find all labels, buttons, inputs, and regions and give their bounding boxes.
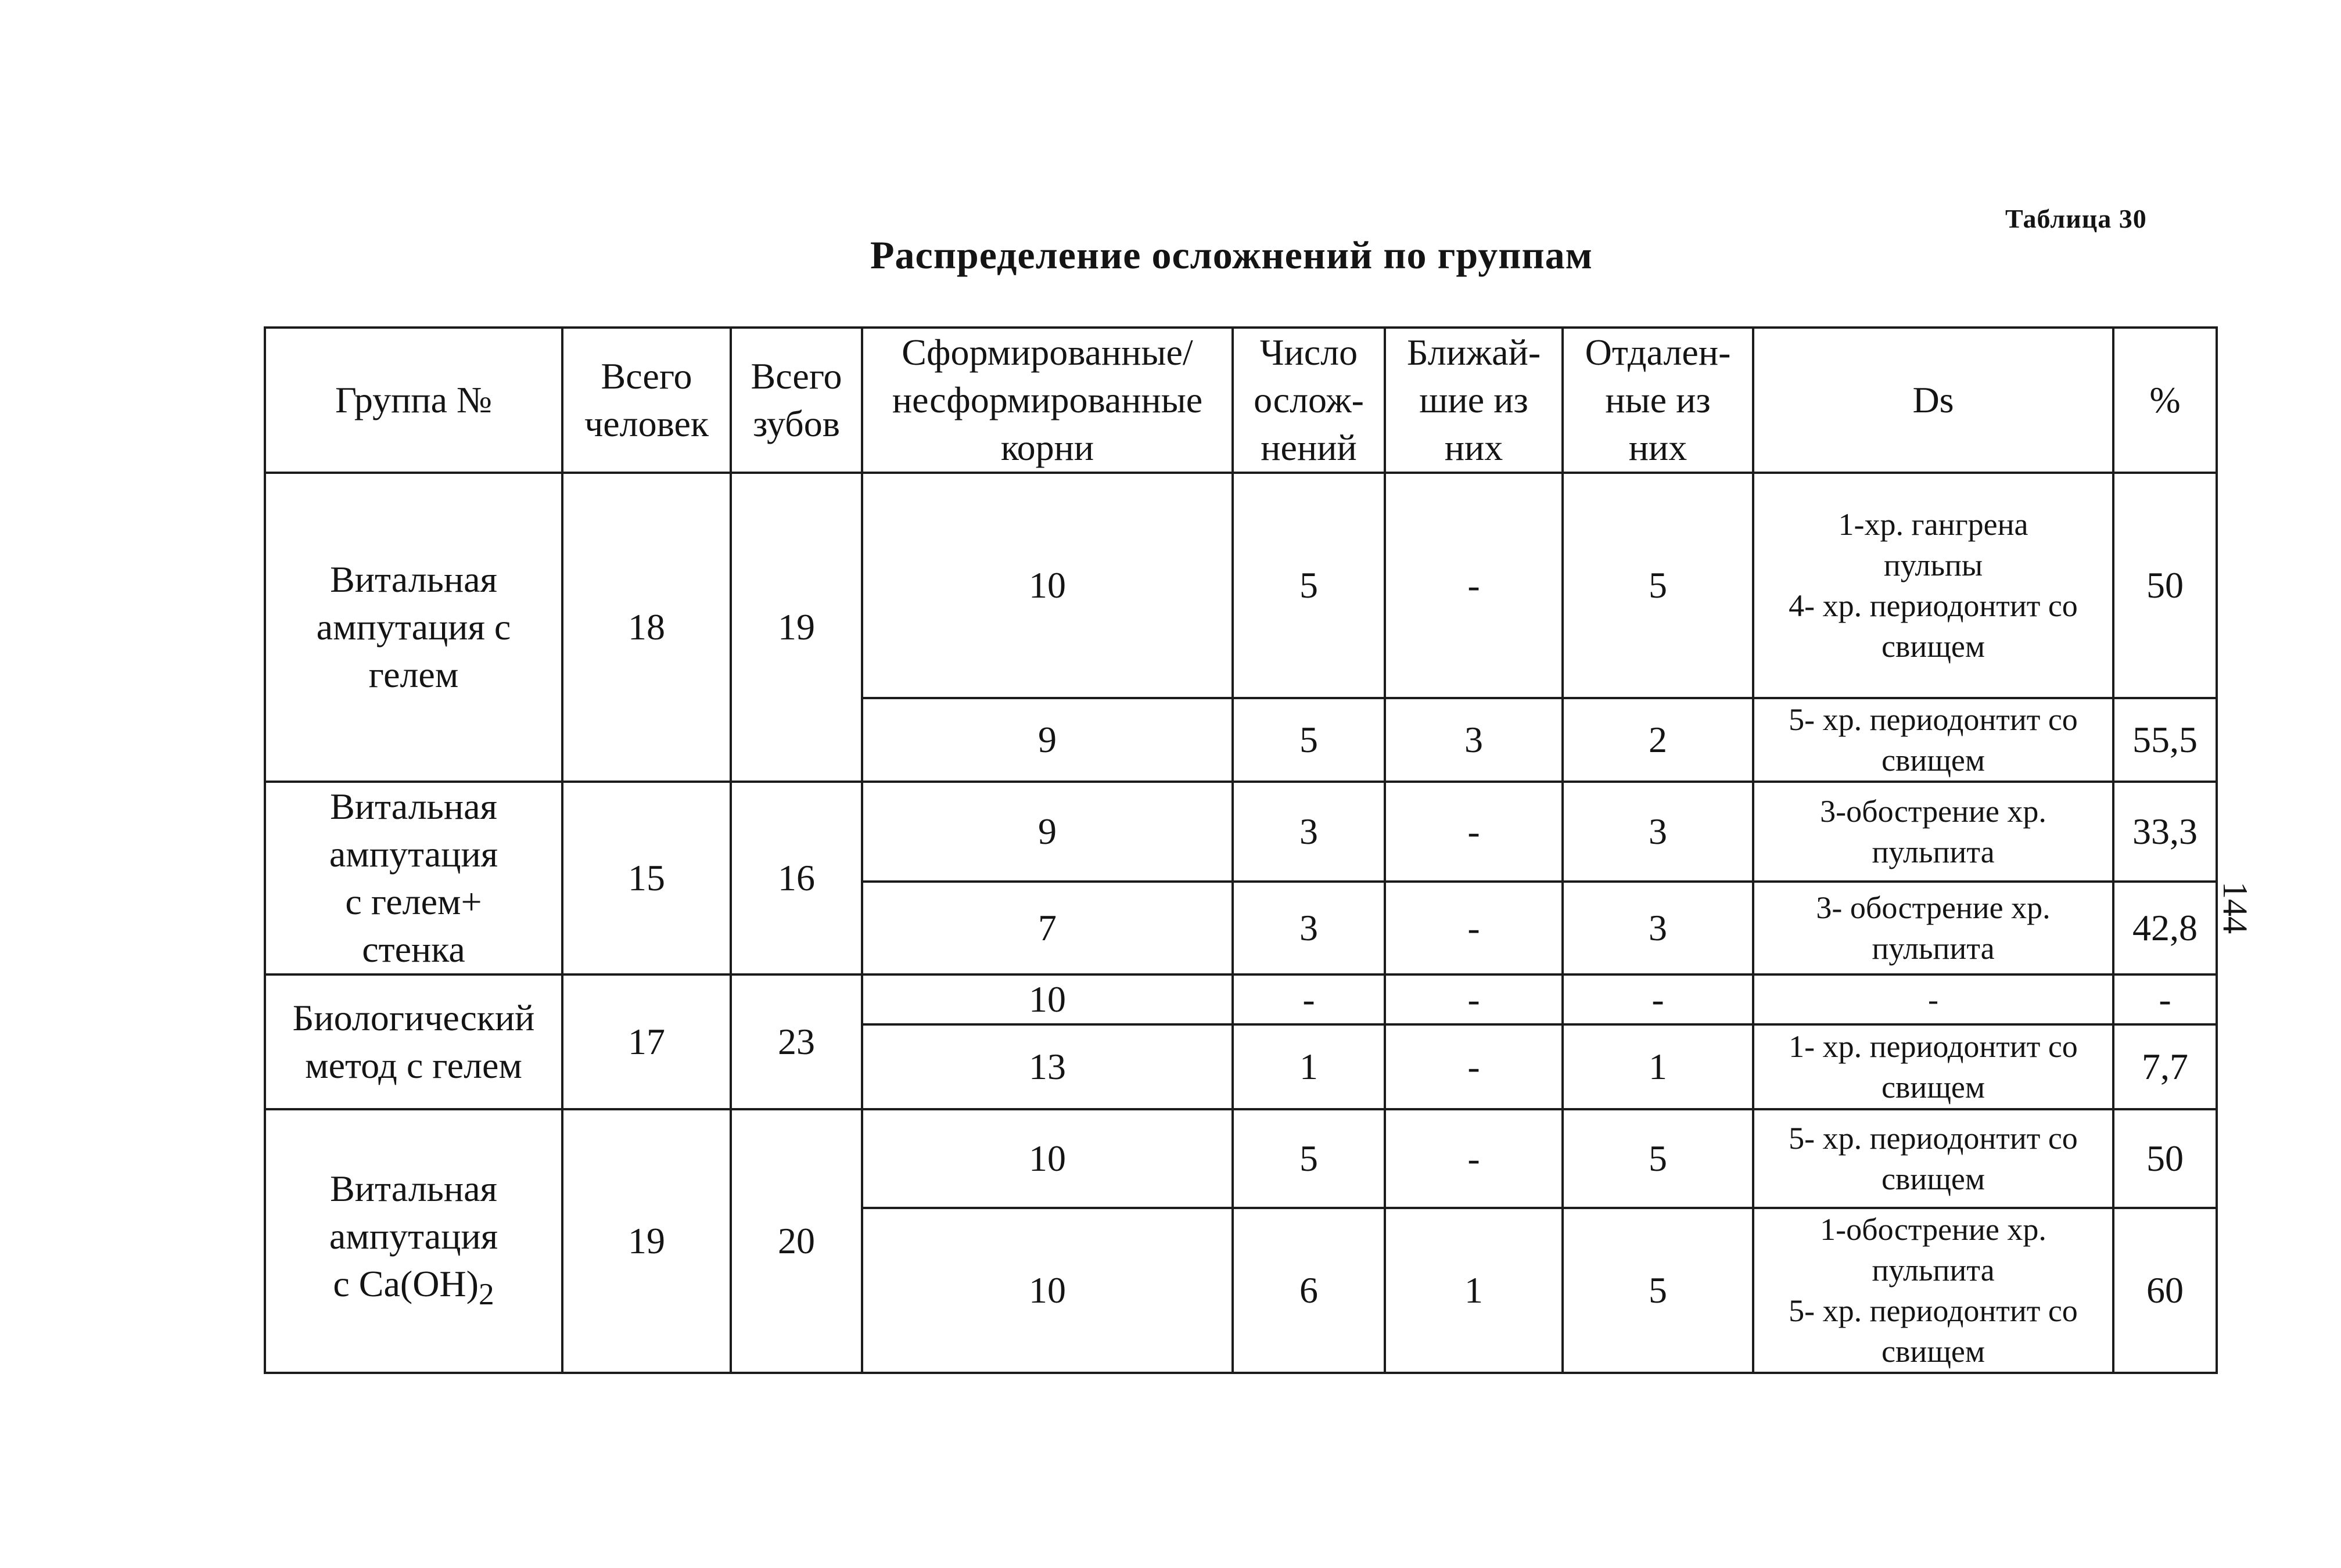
header-row	[265, 328, 2217, 473]
complications-cell: 3	[1233, 882, 1385, 974]
total-teeth-cell: 16	[731, 782, 862, 974]
ds-cell: 1- хр. периодонтит со свищем	[1753, 1024, 2113, 1109]
ds-cell: 3-обострение хр. пульпита	[1753, 782, 2113, 882]
near-cell: 1	[1385, 1208, 1563, 1373]
total-people-cell: 17	[562, 974, 731, 1109]
header-far: Отдален- ные из них	[1563, 328, 1753, 473]
ds-cell: 1-обострение хр. пульпита 5- хр. периодонтит со свищем	[1753, 1208, 2113, 1373]
header-near: Ближай- шие из них	[1385, 328, 1563, 473]
complications-table	[264, 326, 2218, 1374]
ds-cell: -	[1753, 974, 2113, 1024]
far-cell: 5	[1563, 1109, 1753, 1208]
total-teeth-cell: 23	[731, 974, 862, 1109]
total-people-cell: 18	[562, 473, 731, 782]
percent-cell: 50	[2113, 1109, 2217, 1208]
complications-cell: 3	[1233, 782, 1385, 882]
header-complications: Число ослож- нений	[1233, 328, 1385, 473]
near-cell: -	[1385, 882, 1563, 974]
complications-cell: 6	[1233, 1208, 1385, 1373]
table-row	[265, 1109, 2217, 1208]
ds-cell: 5- хр. периодонтит со свищем	[1753, 698, 2113, 782]
page-number: 144	[2216, 882, 2254, 934]
far-cell: 3	[1563, 782, 1753, 882]
roots-cell: 10	[862, 1208, 1233, 1373]
group-name-cell: Витальная ампутация с гелем+ стенка	[265, 782, 562, 974]
far-cell: 2	[1563, 698, 1753, 782]
roots-cell: 13	[862, 1024, 1233, 1109]
header-roots: Сформированные/ несформированные корни	[862, 328, 1233, 473]
table-row	[265, 974, 2217, 1024]
roots-cell: 10	[862, 473, 1233, 698]
ds-cell: 1-хр. гангрена пульпы 4- хр. периодонтит со свищем	[1753, 473, 2113, 698]
ds-cell: 3- обострение хр. пульпита	[1753, 882, 2113, 974]
complications-cell: 5	[1233, 1109, 1385, 1208]
percent-cell: 60	[2113, 1208, 2217, 1373]
total-people-cell: 15	[562, 782, 731, 974]
far-cell: -	[1563, 974, 1753, 1024]
header-total-teeth: Всего зубов	[731, 328, 862, 473]
roots-cell: 10	[862, 1109, 1233, 1208]
complications-cell: -	[1233, 974, 1385, 1024]
ds-cell: 5- хр. периодонтит со свищем	[1753, 1109, 2113, 1208]
roots-cell: 9	[862, 698, 1233, 782]
complications-cell: 5	[1233, 698, 1385, 782]
far-cell: 5	[1563, 1208, 1753, 1373]
group-name-cell: Витальная ампутация с гелем	[265, 473, 562, 782]
roots-cell: 9	[862, 782, 1233, 882]
near-cell: 3	[1385, 698, 1563, 782]
far-cell: 3	[1563, 882, 1753, 974]
percent-cell: 7,7	[2113, 1024, 2217, 1109]
group-name-cell: Биологический метод с гелем	[265, 974, 562, 1109]
roots-cell: 7	[862, 882, 1233, 974]
near-cell: -	[1385, 1109, 1563, 1208]
near-cell: -	[1385, 1024, 1563, 1109]
percent-cell: 50	[2113, 473, 2217, 698]
total-teeth-cell: 19	[731, 473, 862, 782]
far-cell: 5	[1563, 473, 1753, 698]
near-cell: -	[1385, 782, 1563, 882]
percent-cell: 55,5	[2113, 698, 2217, 782]
far-cell: 1	[1563, 1024, 1753, 1109]
table-title: Распределение осложнений по группам	[870, 233, 1593, 277]
near-cell: -	[1385, 473, 1563, 698]
table-row	[265, 473, 2217, 698]
header-percent: %	[2113, 328, 2217, 473]
total-teeth-cell: 20	[731, 1109, 862, 1373]
header-total-people: Всего человек	[562, 328, 731, 473]
total-people-cell: 19	[562, 1109, 731, 1373]
percent-cell: -	[2113, 974, 2217, 1024]
group-name-cell: Витальная ампутация с $Ca(OH)_2$	[265, 1109, 562, 1373]
percent-cell: 33,3	[2113, 782, 2217, 882]
header-ds: Ds	[1753, 328, 2113, 473]
complications-cell: 1	[1233, 1024, 1385, 1109]
percent-cell: 42,8	[2113, 882, 2217, 974]
table-label: Таблица 30	[2005, 204, 2147, 233]
complications-cell: 5	[1233, 473, 1385, 698]
table-row	[265, 782, 2217, 882]
header-group: Группа №	[265, 328, 562, 473]
roots-cell: 10	[862, 974, 1233, 1024]
near-cell: -	[1385, 974, 1563, 1024]
